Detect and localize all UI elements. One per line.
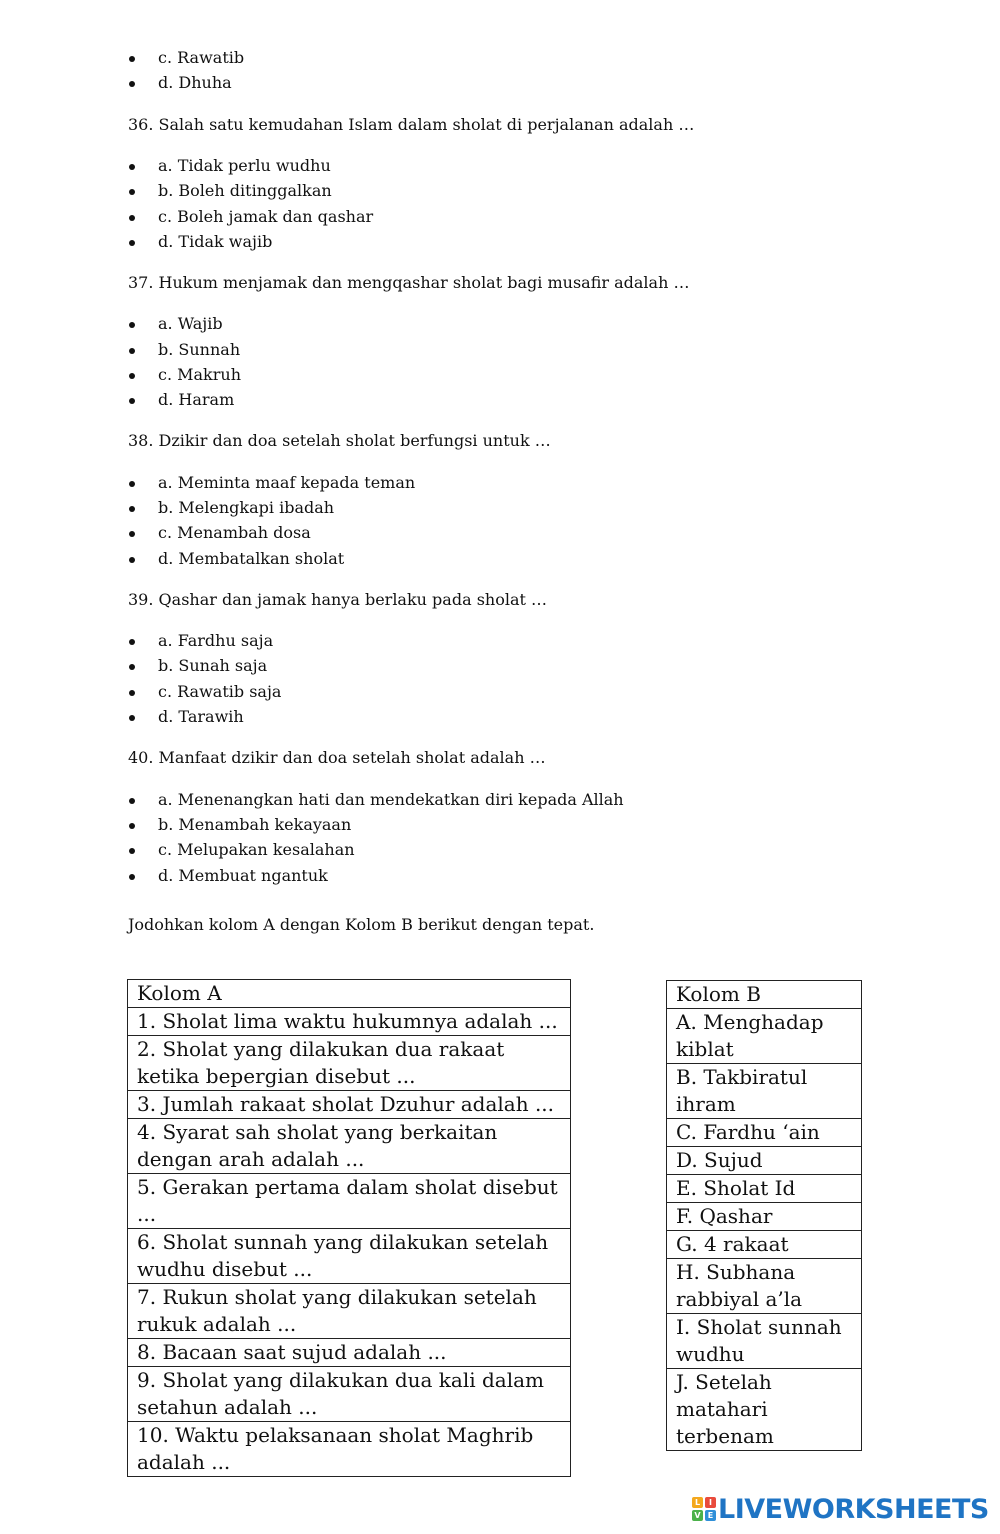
logo-tile-l: L	[692, 1497, 703, 1508]
kolom-a-row: 3. Jumlah rakaat sholat Dzuhur adalah ...	[128, 1091, 571, 1119]
kolom-a-row: 2. Sholat yang dilakukan dua rakaat ketika bepergian disebut ...	[128, 1036, 571, 1091]
matching-instruction: Jodohkan kolom A dengan Kolom B berikut dengan tepat.	[128, 915, 595, 934]
logo-tile-e: E	[705, 1510, 716, 1521]
liveworksheets-icon	[692, 1497, 716, 1521]
kolom-a-row: 6. Sholat sunnah yang dilakukan setelah wudhu disebut ...	[128, 1229, 571, 1284]
kolom-a-row: 5. Gerakan pertama dalam sholat disebut ...	[128, 1174, 571, 1229]
q36-option-a: a. Tidak perlu wudhu	[158, 156, 331, 175]
q40-option-c: c. Melupakan kesalahan	[158, 840, 355, 859]
kolom-b-row: C. Fardhu ‘ain	[667, 1119, 862, 1147]
kolom-b-header: Kolom B	[667, 981, 862, 1009]
kolom-b-row: E. Sholat Id	[667, 1175, 862, 1203]
q38-option-b: b. Melengkapi ibadah	[158, 498, 335, 517]
kolom-a-row: 4. Syarat sah sholat yang berkaitan dengan arah adalah ...	[128, 1119, 571, 1174]
logo-tile-v: V	[692, 1510, 703, 1521]
kolom-b-table	[666, 980, 862, 1451]
liveworksheets-wordmark: LIVEWORKSHEETS	[718, 1493, 989, 1525]
kolom-a-header: Kolom A	[128, 980, 571, 1008]
kolom-b-row: J. Setelah matahari terbenam	[667, 1369, 862, 1451]
question-37: 37. Hukum menjamak dan mengqashar sholat bagi musafir adalah …	[128, 273, 690, 292]
kolom-b-row: I. Sholat sunnah wudhu	[667, 1314, 862, 1369]
question-36: 36. Salah satu kemudahan Islam dalam sholat di perjalanan adalah …	[128, 115, 695, 134]
kolom-a-row: 1. Sholat lima waktu hukumnya adalah ...	[128, 1008, 571, 1036]
q40-option-a: a. Menenangkan hati dan mendekatkan diri kepada Allah	[158, 790, 624, 809]
q38-option-c: c. Menambah dosa	[158, 523, 311, 542]
q40-option-b: b. Menambah kekayaan	[158, 815, 352, 834]
kolom-b-row: A. Menghadap kiblat	[667, 1009, 862, 1064]
q39-option-a: a. Fardhu saja	[158, 631, 274, 650]
kolom-b-row: H. Subhana rabbiyal a’la	[667, 1259, 862, 1314]
q37-option-b: b. Sunnah	[158, 340, 241, 359]
question-40: 40. Manfaat dzikir dan doa setelah sholat adalah …	[128, 748, 546, 767]
kolom-a-row: 10. Waktu pelaksanaan sholat Maghrib adalah ...	[128, 1422, 571, 1477]
q40-option-d: d. Membuat ngantuk	[158, 866, 328, 885]
kolom-b-row: B. Takbiratul ihram	[667, 1064, 862, 1119]
kolom-a-table	[127, 979, 571, 1477]
q36-option-c: c. Boleh jamak dan qashar	[158, 207, 374, 226]
q35-option-c: c. Rawatib	[158, 48, 245, 67]
q39-option-d: d. Tarawih	[158, 707, 244, 726]
kolom-b-row: F. Qashar	[667, 1203, 862, 1231]
kolom-a-row: 8. Bacaan saat sujud adalah ...	[128, 1339, 571, 1367]
question-38: 38. Dzikir dan doa setelah sholat berfungsi untuk …	[128, 431, 551, 450]
q37-option-a: a. Wajib	[158, 314, 223, 333]
kolom-b-row: D. Sujud	[667, 1147, 862, 1175]
q38-option-a: a. Meminta maaf kepada teman	[158, 473, 416, 492]
q37-option-c: c. Makruh	[158, 365, 242, 384]
q39-option-b: b. Sunah saja	[158, 656, 268, 675]
logo-tile-i: I	[705, 1497, 716, 1508]
question-39: 39. Qashar dan jamak hanya berlaku pada sholat …	[128, 590, 548, 609]
q36-option-b: b. Boleh ditinggalkan	[158, 181, 332, 200]
kolom-a-row: 9. Sholat yang dilakukan dua kali dalam setahun adalah ...	[128, 1367, 571, 1422]
q35-option-d: d. Dhuha	[158, 73, 232, 92]
q37-option-d: d. Haram	[158, 390, 235, 409]
q36-option-d: d. Tidak wajib	[158, 232, 273, 251]
kolom-b-row: G. 4 rakaat	[667, 1231, 862, 1259]
q38-option-d: d. Membatalkan sholat	[158, 549, 345, 568]
q39-option-c: c. Rawatib saja	[158, 682, 282, 701]
liveworksheets-logo	[692, 1494, 989, 1524]
kolom-a-row: 7. Rukun sholat yang dilakukan setelah rukuk adalah ...	[128, 1284, 571, 1339]
